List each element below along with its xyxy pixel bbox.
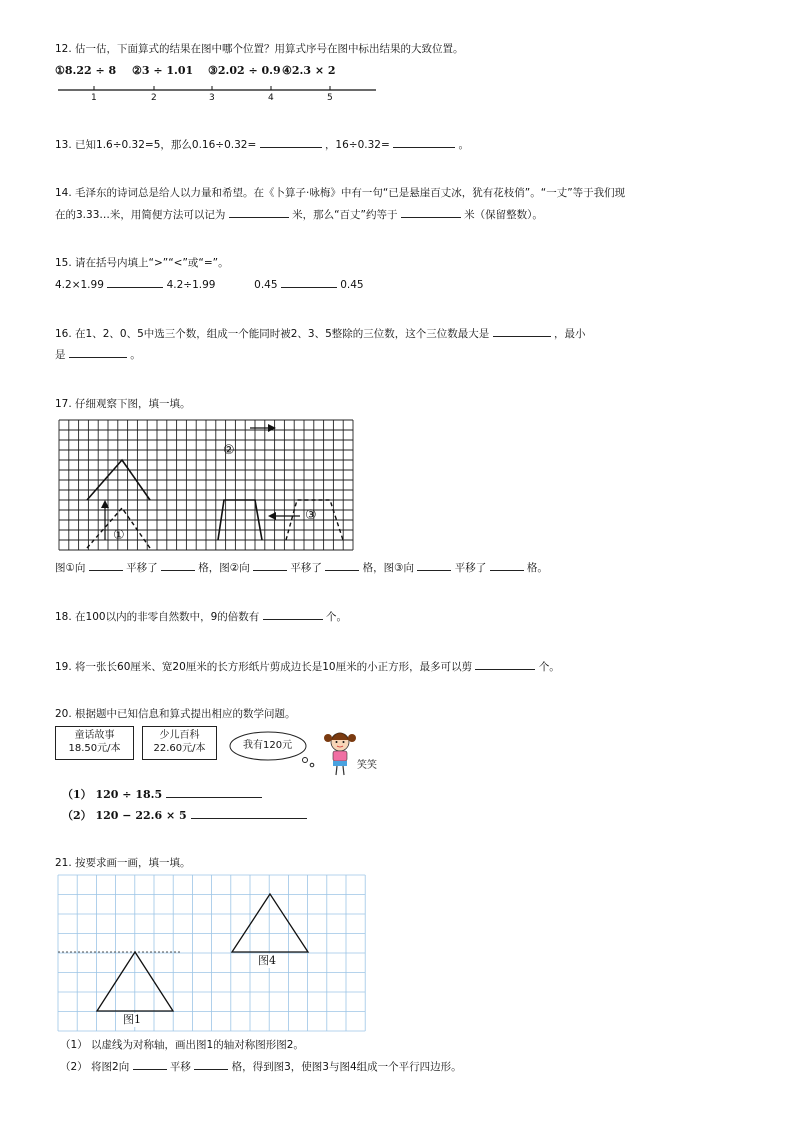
fig4-label: 图4 (258, 954, 276, 967)
answer-blank[interactable] (475, 659, 535, 670)
q17-text: 17. 仔细观察下图，填一填。 (55, 398, 191, 410)
tick-label: 4 (268, 93, 274, 103)
girl-name: 笑笑 (357, 760, 377, 771)
q15-text: 15. 请在括号内填上“>”“<”或“=”。 (55, 257, 229, 269)
q15-line: 4.2×1.99 4.2÷1.99 0.45 0.45 (55, 279, 364, 291)
q12-expr-1: ①8.22 ÷ 8 (55, 64, 117, 77)
q21-sub1: （1） 以虚线为对称轴，画出图1的轴对称图形图2。 (60, 1039, 304, 1051)
q18-line: 18. 在100以内的非零自然数中，9的倍数有 个。 (55, 611, 347, 623)
q20-sub1: （1） 120 ÷ 18.5 (62, 787, 262, 802)
q14-line2: 在的3.33…米，用简便方法可以记为 米，那么“百丈”约等于 米（保留整数）。 (55, 209, 543, 221)
answer-blank[interactable] (490, 560, 524, 571)
q16-line2: 是 。 (55, 349, 141, 361)
q16-line1: 16. 在1、2、0、5中选三个数，组成一个能同时被2、3、5整除的三位数，这个三位数最大是 ，最小 (55, 328, 586, 340)
q21-sub2: （2） 将图2向 平移 格，得到图3，使图3与图4组成一个平行四边形。 (60, 1061, 462, 1073)
answer-blank[interactable] (493, 326, 551, 337)
speech-bubble-text: 我有120元 (243, 740, 293, 751)
answer-blank[interactable] (194, 1059, 228, 1070)
q21-text: 21. 按要求画一画，填一填。 (55, 857, 191, 869)
tick-label: 1 (91, 93, 97, 103)
q21-grid-figure (0, 0, 400, 1040)
q14-line1: 14. 毛泽东的诗词总是给人以力量和希望。在《卜算子·咏梅》中有一句“已是悬崖百丈冰，犹有花枝俏”。“一丈”等于我们现 (55, 187, 626, 199)
answer-blank[interactable] (133, 1059, 167, 1070)
tick-label: 3 (209, 93, 215, 103)
q17-fill-line: 图①向 平移了 格，图②向 平移了 格，图③向 平移了 格。 (55, 562, 548, 574)
label-3: ③ (305, 508, 317, 523)
label-1: ① (113, 528, 125, 543)
q20-text: 20. 根据题中已知信息和算式提出相应的数学问题。 (55, 708, 296, 720)
q12-expr-3: ③2.02 ÷ 0.9 (208, 64, 281, 77)
label-2: ② (223, 443, 235, 458)
answer-blank[interactable] (393, 137, 455, 148)
q12-text: 12. 估一估，下面算式的结果在图中哪个位置？用算式序号在图中标出结果的大致位置。 (55, 43, 464, 55)
answer-blank[interactable] (417, 560, 451, 571)
q19-line: 19. 将一张长60厘米、宽20厘米的长方形纸片剪成边长是10厘米的小正方形，最多可以剪 个。 (55, 661, 560, 673)
fig1-label: 图1 (123, 1013, 141, 1026)
book-card-1: 童话故事 18.50元/本 (55, 726, 134, 760)
q12-expr-2: ②3 ÷ 1.01 (132, 64, 194, 77)
answer-blank[interactable] (401, 207, 461, 218)
q12-expr-4: ④2.3 × 2 (282, 64, 336, 77)
q20-sub2: （2） 120 − 22.6 × 5 (62, 808, 307, 823)
book-card-2: 少儿百科 22.60元/本 (142, 726, 217, 760)
q13-line: 13. 已知1.6÷0.32=5，那么0.16÷0.32= ，16÷0.32= 。 (55, 139, 469, 151)
tick-label: 2 (151, 93, 157, 103)
tick-label: 5 (327, 93, 333, 103)
